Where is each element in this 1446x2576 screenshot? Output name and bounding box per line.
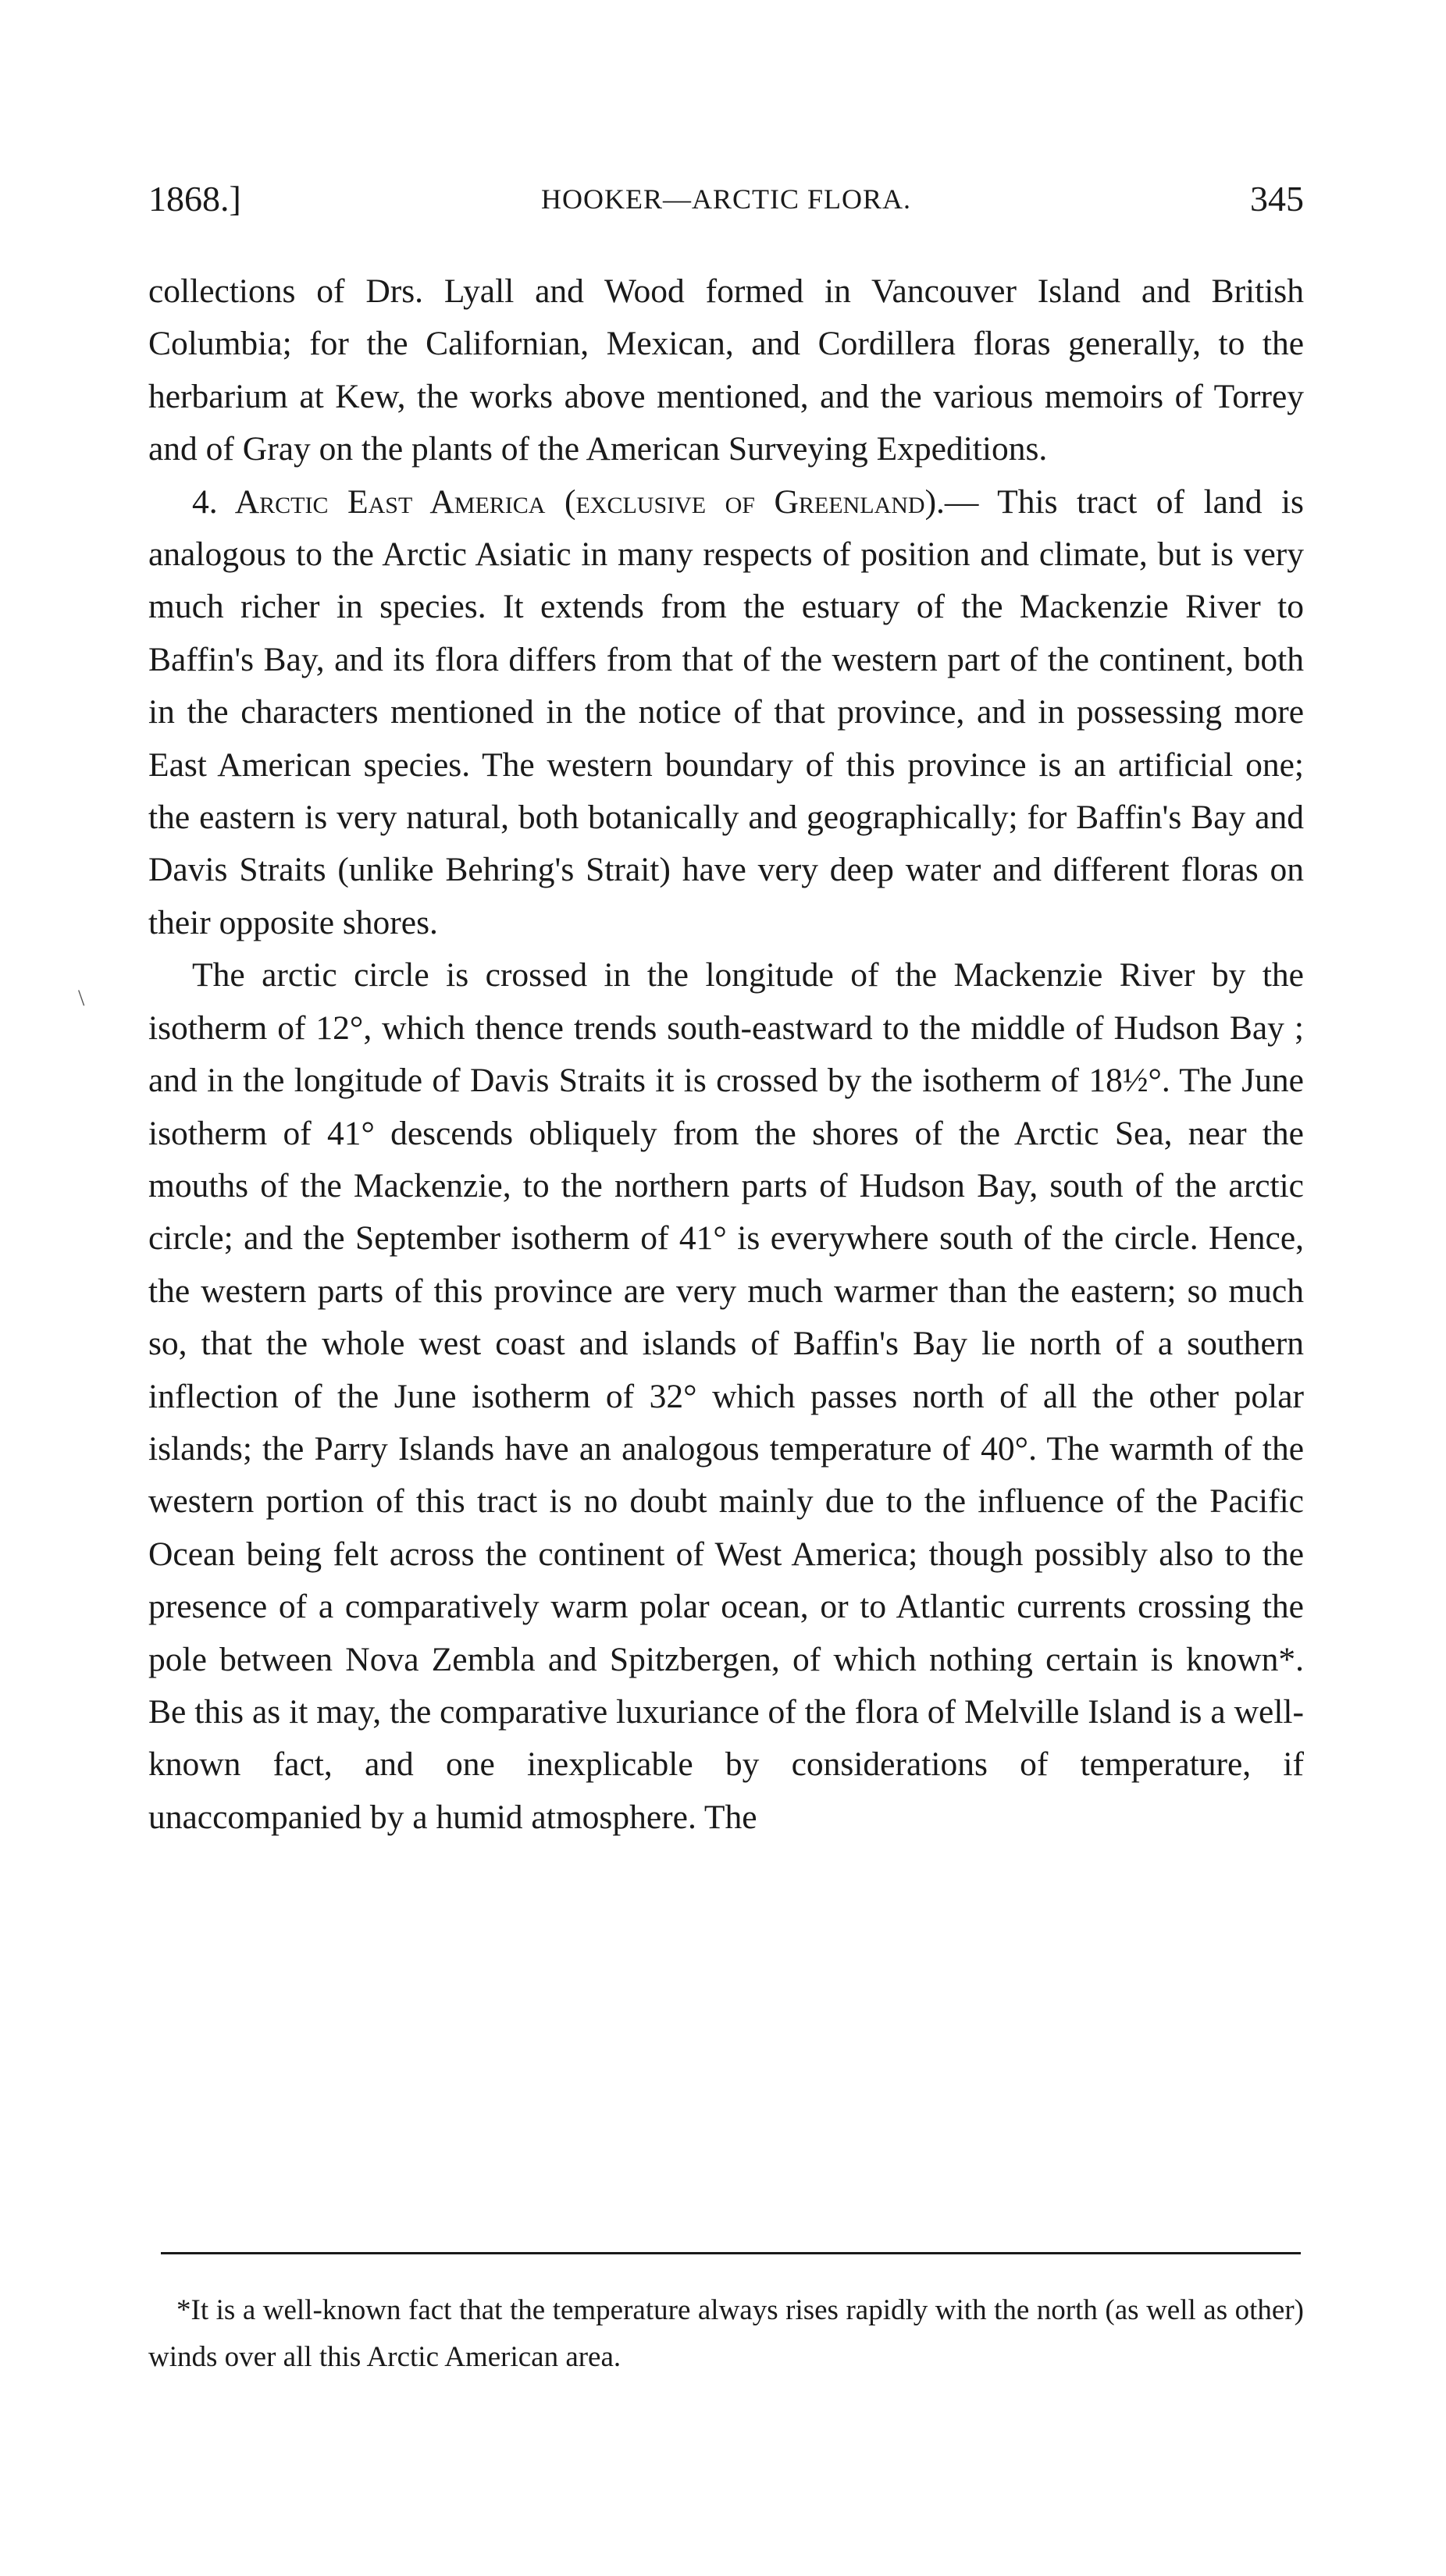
running-head <box>148 178 1304 225</box>
margin-tick-mark: \ <box>78 985 85 1011</box>
paragraph-arctic-east-america <box>148 476 1304 950</box>
running-head-title: HOOKER—ARCTIC FLORA. <box>540 183 912 215</box>
section-heading: 4. Arctic East America (exclusive of Greenland).— <box>192 482 979 521</box>
running-head-year: 1868.] <box>148 179 241 219</box>
section-body: This tract of land is analogous to the Arctic Asiatic in many respects of position and climate, but is very much richer in species. It extends from the estuary of the Mackenzie River to Baffin's Bay, and its flora differs from that of the western part of the continent, both in the characters mentioned in the notice of that province, and in possessing more East American species. The western boundary of this province is an artificial one; the eastern is very natural, both botanically and geographically; for Baffin's Bay and Davis Straits (unlike Behring's Strait) have very deep water and different floras on their opposite shores. <box>148 482 1304 941</box>
footnote: *It is a well-known fact that the temperature always rises rapidly with the north (as well as other) winds over all this Arctic American area. <box>148 2294 1304 2373</box>
paragraph-continued: collections of Drs. Lyall and Wood formed in Vancouver Island and British Columbia; for the Californian, Mexican, and Cordillera floras generally, to the herbarium at Kew, the works above mentioned, and the various memoirs of Torrey and of Gray on the plants of the American Surveying Expeditions. <box>148 272 1304 468</box>
page-number: 345 <box>1250 179 1304 219</box>
book-page <box>148 0 1304 2576</box>
paragraph-isotherms: The arctic circle is crossed in the longitude of the Mackenzie River by the isotherm of 12°, which thence trends south-eastward to the middle of Hudson Bay ; and in the longitude of Davis Straits it is crossed by the isotherm of 18½°. The June isotherm of 41° descends obliquely from the shores of the Arctic Sea, near the mouths of the Mackenzie, to the northern parts of Hudson Bay, south of the arctic circle; and the September isotherm of 41° is everywhere south of the circle. Hence, the western parts of this province are very much warmer than the eastern; so much so, that the whole west coast and islands of Baffin's Bay lie north of a southern inflection of the June isotherm of 32° which passes north of all the other polar islands; the Parry Islands have an analogous temperature of 40°. The warmth of the western portion of this tract is no doubt mainly due to the influence of the Pacific Ocean being felt across the continent of West America; though possibly also to the presence of a comparatively warm polar ocean, or to Atlantic currents crossing the pole between Nova Zembla and Spitzbergen, of which nothing certain is known*. Be this as it may, the comparative luxuriance of the flora of Melville Island is a well-known fact, and one inexplicable by considerations of temperature, if unaccompanied by a humid atmosphere. The <box>148 956 1304 1836</box>
body-text <box>148 265 1304 1844</box>
footnote-rule <box>161 2252 1301 2254</box>
